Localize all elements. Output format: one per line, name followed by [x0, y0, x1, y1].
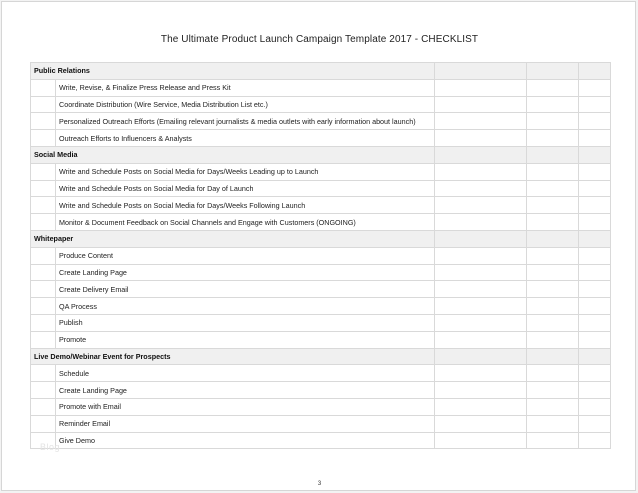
empty-cell [435, 130, 527, 147]
task-cell [31, 365, 435, 382]
watermark: Blog [40, 442, 61, 452]
empty-cell [527, 298, 579, 315]
task-row [31, 365, 611, 382]
task-cell [31, 298, 435, 315]
document-page [1, 1, 636, 491]
task-cell [31, 197, 435, 214]
empty-cell [435, 264, 527, 281]
empty-cell [527, 180, 579, 197]
empty-cell [435, 331, 527, 348]
task-label: Promote [59, 335, 87, 345]
task-row [31, 197, 611, 214]
empty-cell [527, 314, 579, 331]
task-row [31, 163, 611, 180]
empty-cell [435, 113, 527, 130]
task-cell [31, 415, 435, 432]
checklist-table [30, 62, 611, 449]
empty-cell [527, 247, 579, 264]
task-cell [31, 331, 435, 348]
task-row [31, 130, 611, 147]
empty-cell [527, 79, 579, 96]
empty-cell [579, 264, 611, 281]
task-label: Write, Revise, & Finalize Press Release and Press Kit [59, 83, 231, 93]
task-row [31, 314, 611, 331]
task-label: Write and Schedule Posts on Social Media for Days/Weeks Leading up to Launch [59, 167, 319, 177]
empty-cell [435, 398, 527, 415]
empty-cell [579, 365, 611, 382]
empty-cell [579, 230, 611, 247]
task-row [31, 398, 611, 415]
empty-cell [527, 415, 579, 432]
empty-cell [435, 281, 527, 298]
empty-cell [579, 247, 611, 264]
task-label: Create Delivery Email [59, 284, 129, 294]
task-cell [31, 264, 435, 281]
empty-cell [527, 281, 579, 298]
empty-cell [527, 348, 579, 365]
section-header-row [31, 63, 611, 80]
task-label: Create Landing Page [59, 385, 127, 395]
task-cell [31, 130, 435, 147]
task-cell [31, 163, 435, 180]
task-row [31, 113, 611, 130]
empty-cell [435, 214, 527, 231]
empty-cell [527, 432, 579, 449]
empty-cell [435, 382, 527, 399]
empty-cell [527, 163, 579, 180]
task-label: Write and Schedule Posts on Social Media for Days/Weeks Following Launch [59, 200, 306, 210]
empty-cell [527, 113, 579, 130]
task-cell [31, 432, 435, 449]
empty-cell [527, 331, 579, 348]
empty-cell [579, 180, 611, 197]
empty-cell [579, 298, 611, 315]
empty-cell [435, 230, 527, 247]
empty-cell [435, 432, 527, 449]
page-number: 3 [317, 481, 322, 487]
task-label: Personalized Outreach Efforts (Emailing relevant journalists & media outlets with early information about launch) [59, 116, 416, 126]
task-cell [31, 113, 435, 130]
empty-cell [435, 79, 527, 96]
section-header-row [31, 146, 611, 163]
section-heading: Public Relations [31, 63, 435, 80]
empty-cell [435, 163, 527, 180]
task-label: Monitor & Document Feedback on Social Channels and Engage with Customers (ONGOING) [59, 217, 356, 227]
empty-cell [579, 79, 611, 96]
document-title: The Ultimate Product Launch Campaign Template 2017 - CHECKLIST [160, 34, 479, 45]
empty-cell [579, 432, 611, 449]
empty-cell [579, 382, 611, 399]
empty-cell [435, 348, 527, 365]
task-row [31, 281, 611, 298]
empty-cell [579, 314, 611, 331]
task-cell [31, 398, 435, 415]
empty-cell [435, 180, 527, 197]
task-label: Write and Schedule Posts on Social Media for Day of Launch [59, 183, 254, 193]
empty-cell [527, 146, 579, 163]
empty-cell [579, 96, 611, 113]
empty-cell [527, 214, 579, 231]
task-label: Promote with Email [59, 402, 121, 412]
empty-cell [579, 163, 611, 180]
empty-cell [435, 96, 527, 113]
empty-cell [527, 63, 579, 80]
empty-cell [435, 314, 527, 331]
task-row [31, 331, 611, 348]
task-label: Give Demo [59, 435, 95, 445]
empty-cell [579, 113, 611, 130]
empty-cell [435, 365, 527, 382]
empty-cell [435, 146, 527, 163]
task-label: Produce Content [59, 251, 113, 261]
task-row [31, 214, 611, 231]
empty-cell [527, 264, 579, 281]
empty-cell [527, 230, 579, 247]
empty-cell [435, 63, 527, 80]
task-cell [31, 247, 435, 264]
task-row [31, 415, 611, 432]
task-label: QA Process [59, 301, 97, 311]
empty-cell [435, 247, 527, 264]
task-cell [31, 96, 435, 113]
task-cell [31, 314, 435, 331]
empty-cell [579, 415, 611, 432]
section-heading: Live Demo/Webinar Event for Prospects [31, 348, 435, 365]
task-cell [31, 79, 435, 96]
empty-cell [579, 197, 611, 214]
section-header-row [31, 230, 611, 247]
empty-cell [527, 130, 579, 147]
task-cell [31, 180, 435, 197]
task-row [31, 298, 611, 315]
task-cell [31, 281, 435, 298]
task-label: Create Landing Page [59, 267, 127, 277]
empty-cell [435, 197, 527, 214]
task-cell [31, 382, 435, 399]
empty-cell [579, 130, 611, 147]
empty-cell [527, 398, 579, 415]
empty-cell [435, 298, 527, 315]
empty-cell [579, 63, 611, 80]
task-label: Coordinate Distribution (Wire Service, Media Distribution List etc.) [59, 99, 268, 109]
task-row [31, 264, 611, 281]
task-row [31, 247, 611, 264]
task-row [31, 79, 611, 96]
task-label: Publish [59, 318, 83, 328]
empty-cell [527, 96, 579, 113]
empty-cell [579, 331, 611, 348]
task-row [31, 382, 611, 399]
section-heading: Social Media [31, 146, 435, 163]
empty-cell [527, 197, 579, 214]
empty-cell [579, 348, 611, 365]
empty-cell [579, 146, 611, 163]
task-row [31, 432, 611, 449]
empty-cell [579, 214, 611, 231]
task-row [31, 180, 611, 197]
empty-cell [527, 382, 579, 399]
task-label: Reminder Email [59, 419, 111, 429]
empty-cell [435, 415, 527, 432]
section-header-row [31, 348, 611, 365]
task-label: Schedule [59, 368, 89, 378]
empty-cell [527, 365, 579, 382]
empty-cell [579, 398, 611, 415]
task-cell [31, 214, 435, 231]
empty-cell [579, 281, 611, 298]
task-label: Outreach Efforts to Influencers & Analysts [59, 133, 192, 143]
section-heading: Whitepaper [31, 230, 435, 247]
task-row [31, 96, 611, 113]
